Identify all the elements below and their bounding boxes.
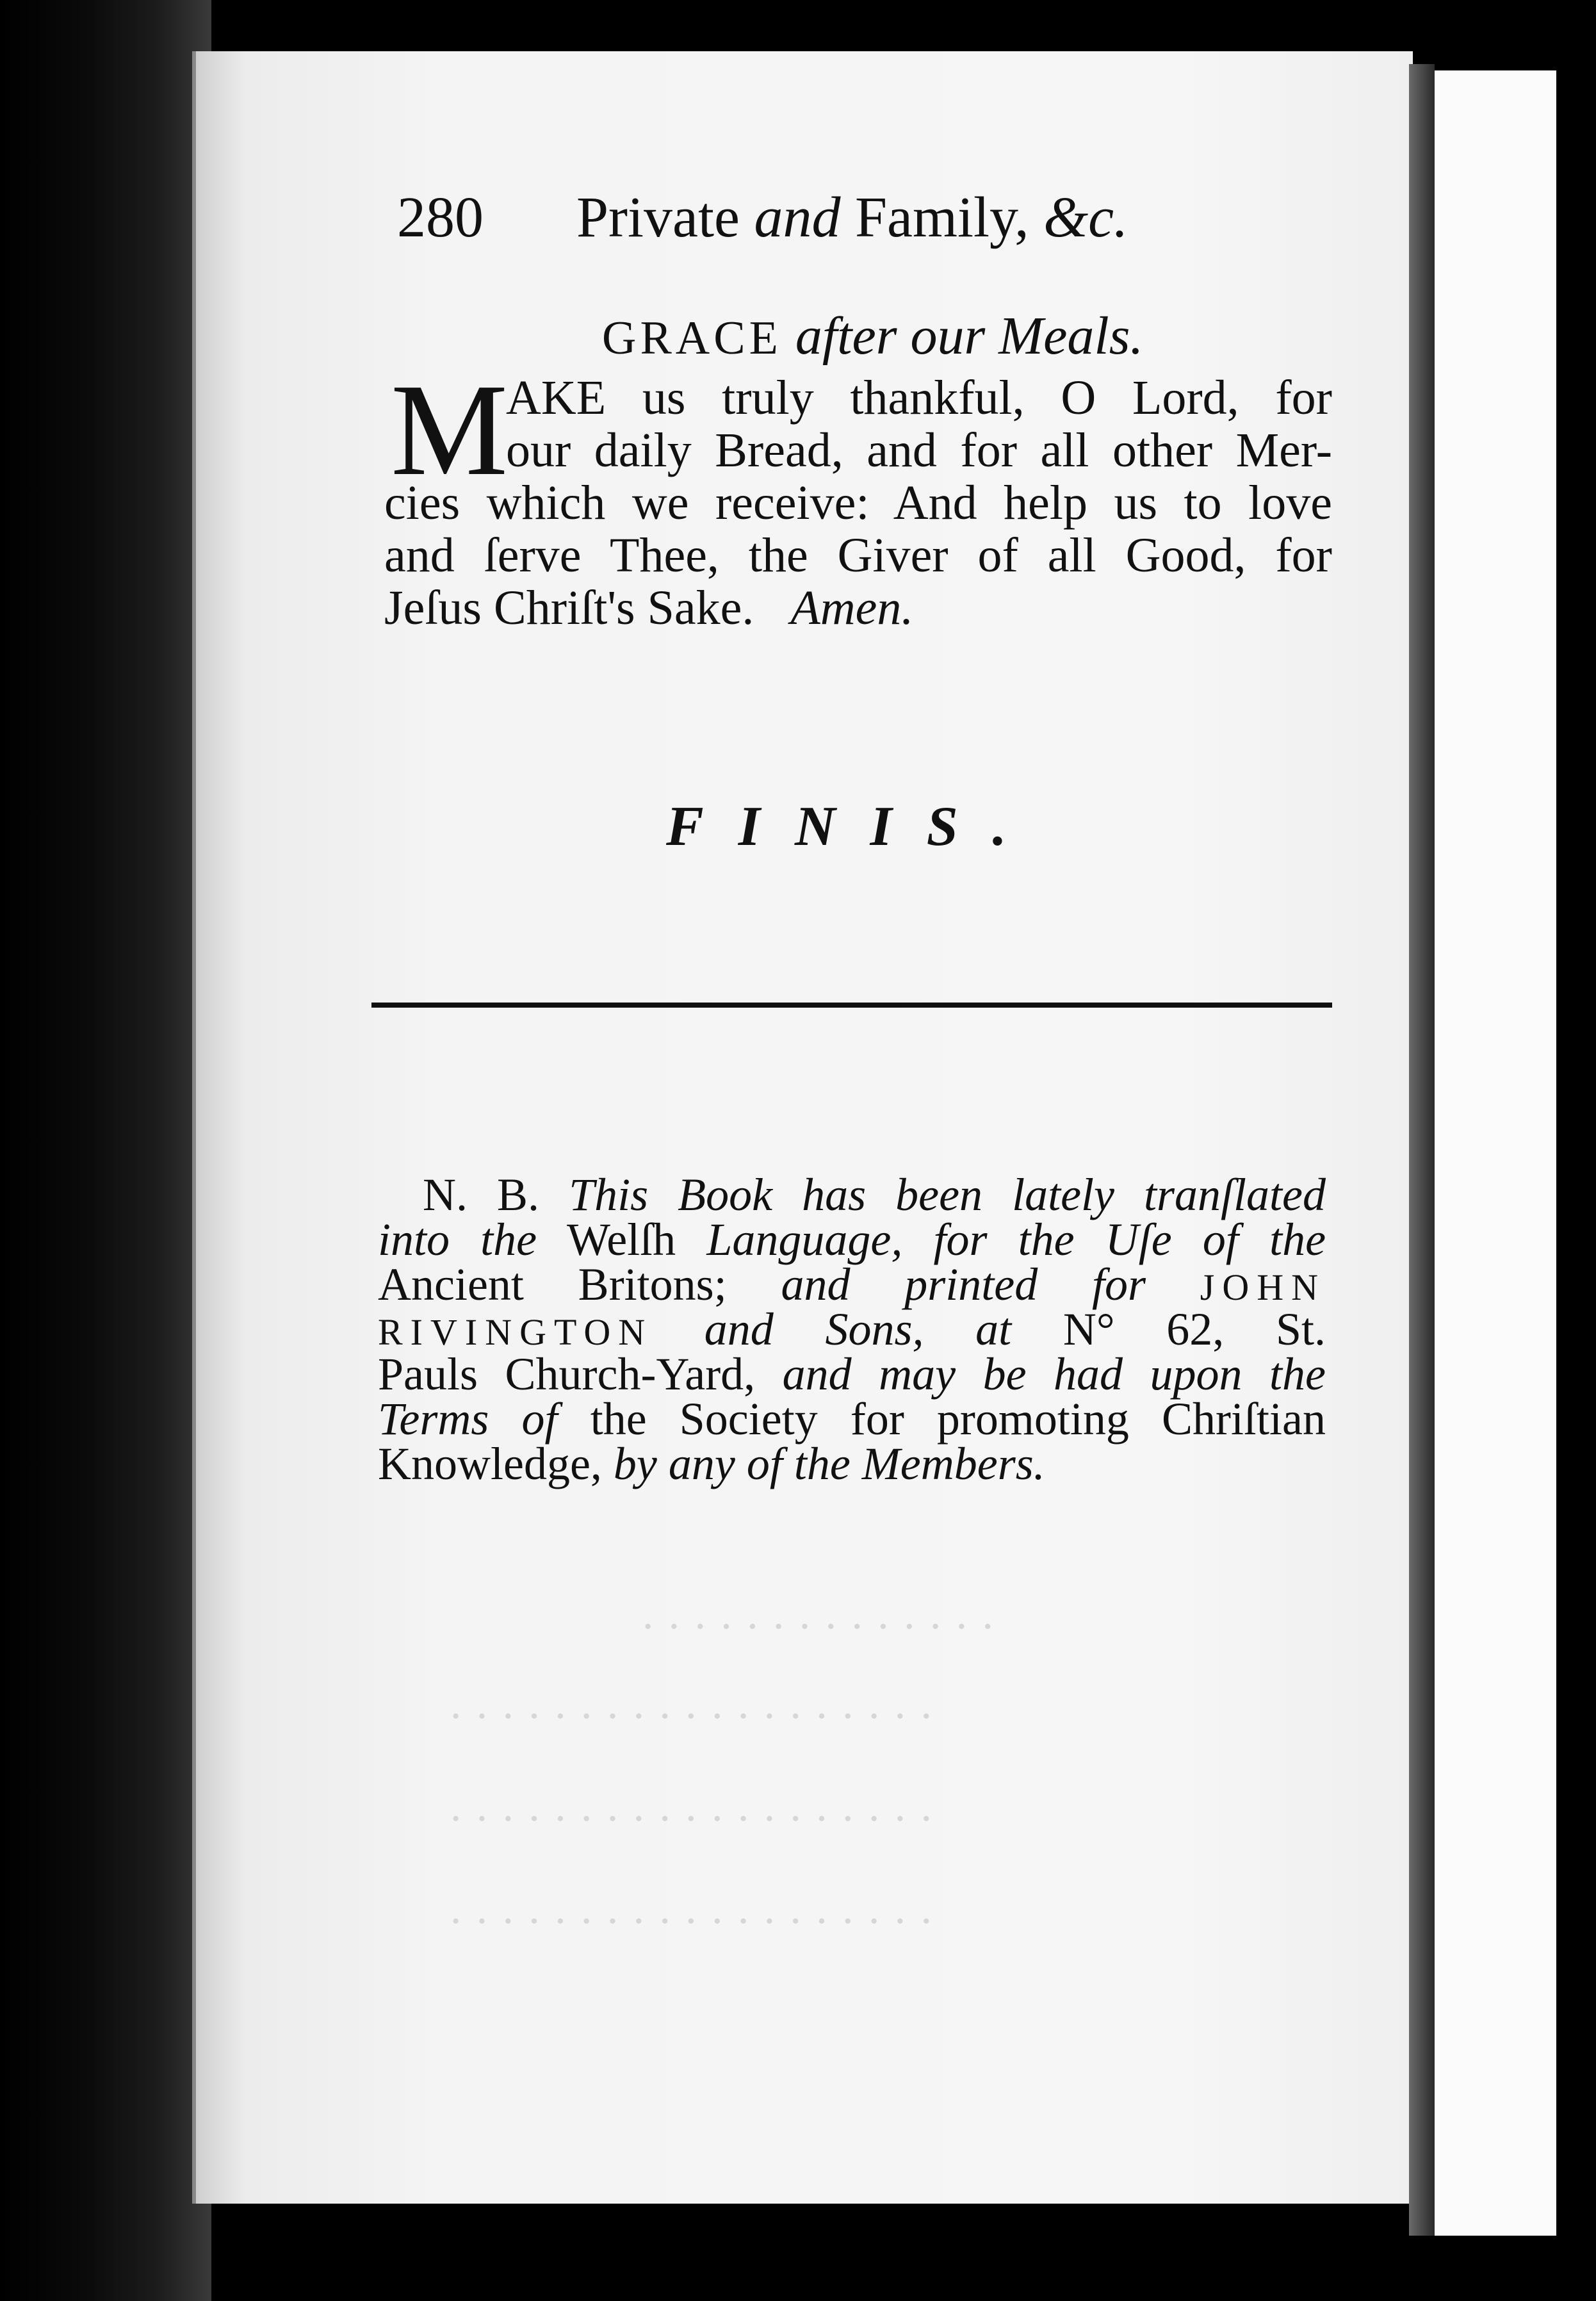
note-line (378, 1169, 1326, 1220)
bleed-through-text: · · · · · · · · · · · · · · · · · · · (448, 1692, 934, 1741)
running-header (384, 173, 1313, 263)
bleed-through-text: · · · · · · · · · · · · · · · · · · · (448, 1897, 934, 1946)
note-line (378, 1214, 1326, 1265)
note-line (378, 1393, 1326, 1445)
note-text: Welſh (567, 1214, 676, 1265)
note-text: RIVINGTON (378, 1311, 653, 1353)
horizontal-rule (371, 1003, 1332, 1008)
running-title-part: Private (576, 186, 740, 249)
note-text: Language, for the Uſe of the (706, 1214, 1326, 1265)
page-gutter-shadow (1409, 64, 1435, 2236)
facing-page-edge (1435, 70, 1556, 2236)
heading-italic: after our Meals. (795, 306, 1144, 366)
prayer-line-last (384, 582, 1332, 634)
note-text: This Book has been lately tranſlated (569, 1169, 1326, 1220)
note-text: and Sons, at (704, 1304, 1012, 1355)
page-number: 280 (397, 186, 484, 249)
note-text: by any of the Members. (613, 1438, 1045, 1489)
note-text: Pauls Church-Yard, (378, 1348, 756, 1400)
running-title (576, 173, 1128, 263)
prayer-line: and ſerve Thee, the Giver of all Good, for (384, 528, 1332, 582)
prayer-line: our daily Bread, and for all other Mer- (506, 423, 1332, 477)
note-text: N. B. (423, 1169, 540, 1220)
prayer-line: cies which we receive: And help us to love (384, 476, 1332, 530)
prayer-line: AKE us truly thankful, O Lord, for (506, 371, 1332, 425)
section-heading (602, 301, 1242, 373)
note-text: JOHN (1200, 1266, 1326, 1308)
note-line-last (378, 1438, 1326, 1489)
finis-mark: FINIS. (666, 796, 1041, 858)
heading-smallcaps: GRACE (602, 312, 782, 364)
note-text: and may be had upon the (782, 1348, 1326, 1400)
note-text: the Society for promoting Chriſtian (590, 1393, 1326, 1445)
publisher-note (378, 1169, 1326, 1489)
running-title-part: Family, (854, 186, 1029, 249)
note-line (378, 1259, 1326, 1310)
running-title-part: and (754, 186, 841, 249)
note-text: into the (378, 1214, 537, 1265)
note-text: Terms of (378, 1393, 558, 1445)
drop-cap: M (391, 356, 509, 503)
note-text: Knowledge, (378, 1438, 602, 1489)
prayer-paragraph (384, 356, 1332, 635)
bleed-through-text: · · · · · · · · · · · · · · · · · · · (448, 1794, 934, 1844)
prayer-line-text: Jeſus Chriſt's Sake. (384, 581, 754, 635)
note-text: Ancient Britons; (378, 1259, 727, 1310)
amen: Amen. (790, 581, 914, 635)
book-spine-shadow (0, 0, 211, 2301)
running-title-part: &c. (1043, 186, 1128, 249)
note-text: and printed for (781, 1259, 1146, 1310)
bleed-through-text: · · · · · · · · · · · · · · (640, 1602, 995, 1651)
note-line (378, 1304, 1326, 1355)
note-text: N° 62, St. (1063, 1304, 1326, 1355)
note-line (378, 1348, 1326, 1400)
